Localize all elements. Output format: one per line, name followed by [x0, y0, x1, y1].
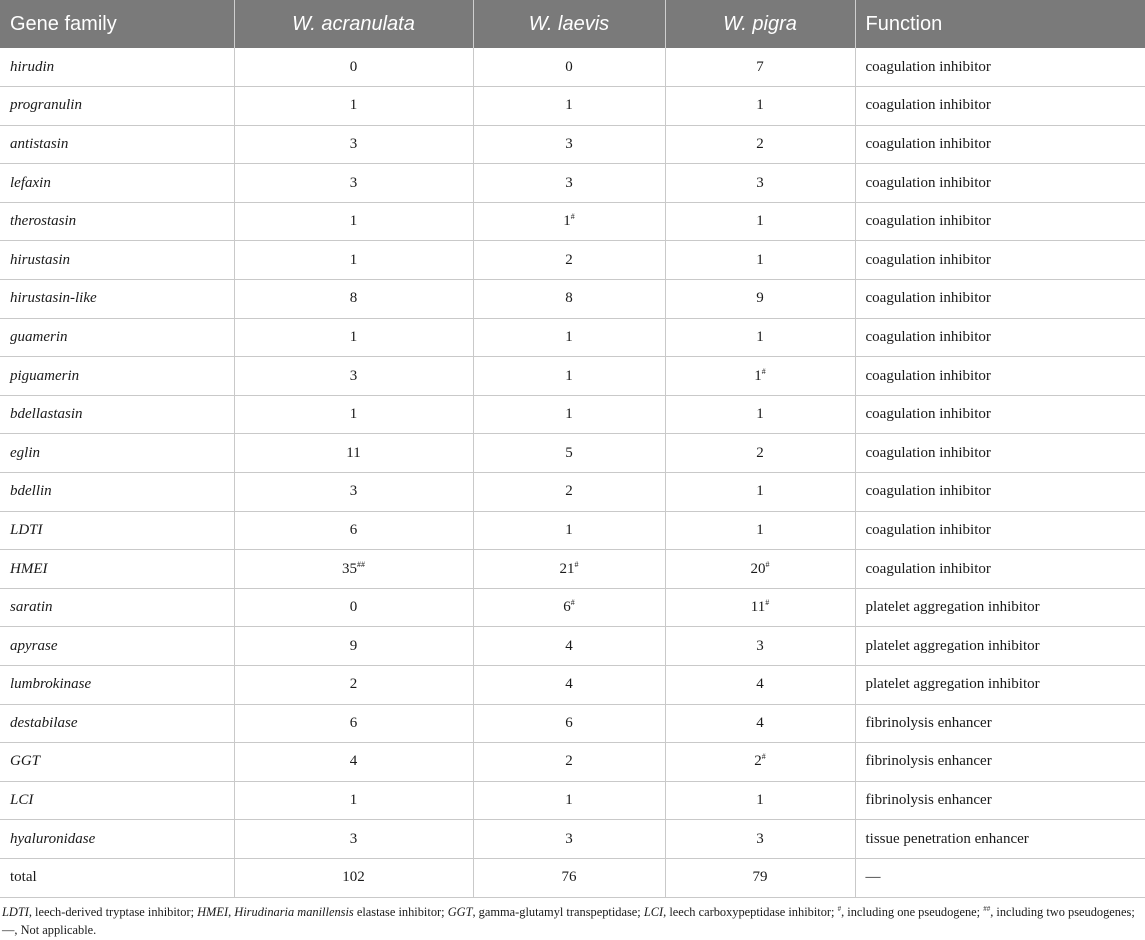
footnote-sup-one: # — [837, 904, 842, 913]
w-laevis-count-cell-value: 0 — [565, 58, 573, 75]
w-laevis-count-cell — [473, 318, 665, 357]
gene-family-cell-value: GGT — [10, 753, 41, 770]
w-pigra-count-cell — [665, 87, 855, 126]
w-acranulata-count-cell-value: 35 — [342, 560, 357, 577]
w-laevis-count-cell-value: 1 — [565, 406, 573, 423]
w-pigra-count-cell-value: 7 — [756, 58, 764, 75]
function-cell — [855, 666, 1145, 705]
function-cell — [855, 511, 1145, 550]
total-w-pigra-cell-value: 79 — [752, 869, 768, 886]
w-acranulata-count-cell — [234, 743, 473, 782]
header-w-acranulata: W. acranulata — [234, 0, 473, 48]
gene-family-cell — [0, 318, 234, 357]
gene-family-cell-value: piguamerin — [10, 367, 80, 384]
w-acranulata-count-cell-value: 11 — [346, 444, 361, 461]
w-pigra-count-cell-value: 1 — [756, 406, 764, 423]
gene-family-cell-value: hyaluronidase — [10, 830, 96, 847]
function-cell-value: coagulation inhibitor — [865, 97, 991, 114]
w-laevis-count-cell-value: 3 — [565, 135, 573, 152]
table-row — [0, 164, 1145, 203]
function-cell-value: coagulation inhibitor — [865, 135, 991, 152]
function-cell — [855, 125, 1145, 164]
footnote-hmei-text: elastase inhibitor; — [353, 905, 448, 919]
w-acranulata-count-cell — [234, 87, 473, 126]
w-acranulata-count-cell-value: 3 — [349, 367, 358, 384]
table-row — [0, 241, 1145, 280]
table-row — [0, 280, 1145, 319]
gene-family-cell — [0, 666, 234, 705]
w-pigra-count-cell — [665, 164, 855, 203]
gene-family-cell — [0, 511, 234, 550]
function-cell-value: fibrinolysis enhancer — [865, 714, 992, 731]
function-cell-value: coagulation inhibitor — [865, 367, 991, 384]
gene-family-cell — [0, 588, 234, 627]
function-cell-value: coagulation inhibitor — [865, 213, 991, 230]
w-acranulata-count-cell — [234, 357, 473, 396]
gene-family-cell — [0, 125, 234, 164]
w-laevis-count-cell-value: 8 — [565, 290, 573, 307]
w-pigra-count-cell-value: 1 — [756, 213, 764, 230]
table-row — [0, 550, 1145, 589]
w-acranulata-count-cell — [234, 627, 473, 666]
w-pigra-count-cell-value: 2 — [754, 753, 762, 770]
w-acranulata-count-cell — [234, 434, 473, 473]
w-pigra-count-cell — [665, 395, 855, 434]
w-pigra-count-cell — [665, 357, 855, 396]
w-pigra-count-cell — [665, 125, 855, 164]
footnote-lci-abbr: LCI — [643, 905, 664, 919]
function-cell — [855, 357, 1145, 396]
w-laevis-count-cell-value: 2 — [565, 483, 573, 500]
function-cell — [855, 588, 1145, 627]
w-pigra-count-cell — [665, 781, 855, 820]
footnote-two-text: , including two pseudogenes; —, Not applicable. — [2, 905, 1135, 937]
w-acranulata-count-cell-value: 1 — [349, 97, 358, 114]
gene-family-cell — [0, 48, 234, 87]
w-laevis-count-cell-value: 1 — [565, 97, 573, 114]
w-acranulata-count-cell-value: 0 — [349, 58, 358, 75]
w-laevis-count-cell — [473, 820, 665, 859]
footnote-ggt-abbr: GGT — [447, 905, 473, 919]
gene-family-cell — [0, 704, 234, 743]
table-row — [0, 627, 1145, 666]
gene-family-cell — [0, 473, 234, 512]
w-acranulata-count-cell — [234, 395, 473, 434]
header-row — [0, 0, 1145, 48]
table-row — [0, 202, 1145, 241]
w-laevis-count-cell-value: 5 — [565, 444, 573, 461]
function-cell-value: coagulation inhibitor — [865, 58, 991, 75]
footnote-hmei-species: Hirudinaria manillensis — [234, 905, 354, 919]
w-laevis-count-cell — [473, 473, 665, 512]
total-w-acranulata-cell — [234, 858, 473, 897]
w-laevis-count-cell-value: 4 — [565, 676, 573, 693]
gene-family-cell-value: saratin — [10, 599, 53, 616]
w-pigra-count-cell-value: 4 — [756, 676, 764, 693]
w-laevis-count-cell — [473, 434, 665, 473]
w-acranulata-count-cell — [234, 202, 473, 241]
gene-family-cell-value: LCI — [10, 792, 34, 809]
function-cell — [855, 473, 1145, 512]
w-laevis-count-cell-value: 1 — [565, 367, 573, 384]
table-footnote — [2, 903, 1137, 939]
w-acranulata-count-cell-value: 1 — [349, 792, 358, 809]
w-laevis-count-cell — [473, 164, 665, 203]
w-pigra-count-cell — [665, 666, 855, 705]
w-acranulata-count-cell — [234, 820, 473, 859]
function-cell — [855, 550, 1145, 589]
gene-family-cell-value: destabilase — [10, 714, 78, 731]
w-laevis-count-cell-value: 2 — [565, 251, 573, 268]
total-w-acranulata-cell-value: 102 — [342, 869, 365, 886]
w-laevis-count-cell — [473, 550, 665, 589]
gene-family-cell — [0, 395, 234, 434]
gene-family-cell — [0, 241, 234, 280]
function-cell-value: fibrinolysis enhancer — [865, 792, 992, 809]
function-cell-value: platelet aggregation inhibitor — [865, 599, 1040, 616]
total-w-pigra-cell — [665, 858, 855, 897]
w-pigra-count-cell-value: 3 — [756, 637, 764, 654]
gene-family-cell-value: LDTI — [10, 521, 43, 538]
function-cell-value: coagulation inhibitor — [865, 174, 991, 191]
function-cell — [855, 280, 1145, 319]
w-laevis-count-cell-superscript: # — [570, 598, 575, 608]
w-laevis-count-cell-value: 3 — [565, 174, 573, 191]
function-cell — [855, 48, 1145, 87]
gene-family-cell-value: apyrase — [10, 637, 58, 654]
function-cell — [855, 395, 1145, 434]
w-laevis-count-cell-value: 1 — [565, 792, 573, 809]
table-body — [0, 48, 1145, 897]
w-laevis-count-cell-superscript: # — [570, 212, 575, 222]
function-cell-value: fibrinolysis enhancer — [865, 753, 992, 770]
w-laevis-count-cell — [473, 48, 665, 87]
w-acranulata-count-cell-value: 1 — [349, 251, 358, 268]
function-cell-value: coagulation inhibitor — [865, 406, 991, 423]
w-laevis-count-cell — [473, 202, 665, 241]
w-laevis-count-cell-value: 3 — [565, 830, 573, 847]
w-acranulata-count-cell-value: 3 — [349, 483, 358, 500]
w-pigra-count-cell-value: 2 — [756, 135, 764, 152]
w-pigra-count-cell — [665, 241, 855, 280]
table-row — [0, 473, 1145, 512]
function-cell-value: coagulation inhibitor — [865, 483, 991, 500]
w-pigra-count-cell-value: 4 — [756, 714, 764, 731]
w-laevis-count-cell-superscript: # — [574, 559, 579, 569]
w-laevis-count-cell — [473, 781, 665, 820]
w-pigra-count-cell-value: 1 — [756, 483, 764, 500]
header-w-pigra: W. pigra — [665, 0, 855, 48]
gene-family-cell-value: lumbrokinase — [10, 676, 92, 693]
w-laevis-count-cell — [473, 241, 665, 280]
function-cell — [855, 743, 1145, 782]
w-pigra-count-cell — [665, 704, 855, 743]
w-pigra-count-cell — [665, 434, 855, 473]
header-function: Function — [865, 12, 943, 35]
gene-family-cell — [0, 781, 234, 820]
table-row — [0, 666, 1145, 705]
w-laevis-count-cell-value: 6 — [565, 714, 573, 731]
gene-family-cell-value: therostasin — [10, 213, 77, 230]
gene-family-cell-value: hirustasin — [10, 251, 71, 268]
w-pigra-count-cell — [665, 473, 855, 512]
w-laevis-count-cell-value: 1 — [563, 213, 571, 230]
w-pigra-count-cell — [665, 511, 855, 550]
gene-family-cell — [0, 87, 234, 126]
header-gene-family: Gene family — [0, 0, 234, 48]
table-row — [0, 781, 1145, 820]
gene-family-cell-value: HMEI — [10, 560, 48, 577]
function-cell-value: coagulation inhibitor — [865, 290, 991, 307]
function-cell — [855, 434, 1145, 473]
gene-family-cell — [0, 164, 234, 203]
w-acranulata-count-cell-value: 1 — [349, 406, 358, 423]
w-pigra-count-cell — [665, 820, 855, 859]
footnote-ldti-abbr: LDTI — [2, 905, 29, 919]
w-pigra-count-cell-value: 1 — [756, 251, 764, 268]
function-cell-value: tissue penetration enhancer — [865, 830, 1029, 847]
table-row — [0, 125, 1145, 164]
w-acranulata-count-cell — [234, 318, 473, 357]
w-acranulata-count-cell-value: 6 — [349, 521, 358, 538]
w-laevis-count-cell — [473, 125, 665, 164]
w-acranulata-count-cell-value: 3 — [349, 174, 358, 191]
w-pigra-count-cell-value: 3 — [756, 174, 764, 191]
w-laevis-count-cell-value: 6 — [563, 599, 571, 616]
gene-family-cell-value: antistasin — [10, 135, 69, 152]
w-laevis-count-cell-value: 1 — [565, 328, 573, 345]
w-acranulata-count-cell — [234, 588, 473, 627]
w-acranulata-count-cell — [234, 666, 473, 705]
w-laevis-count-cell-value: 2 — [565, 753, 573, 770]
function-cell — [855, 627, 1145, 666]
w-pigra-count-cell-value: 2 — [756, 444, 764, 461]
w-laevis-count-cell — [473, 588, 665, 627]
function-cell-value: platelet aggregation inhibitor — [865, 637, 1040, 654]
function-cell — [855, 164, 1145, 203]
table-header — [0, 0, 1145, 48]
w-pigra-count-cell-superscript: # — [761, 366, 766, 376]
function-cell — [855, 704, 1145, 743]
w-pigra-count-cell-value: 9 — [756, 290, 764, 307]
w-acranulata-count-cell-value: 1 — [349, 213, 358, 230]
w-pigra-count-cell-value: 1 — [756, 792, 764, 809]
table-row — [0, 743, 1145, 782]
w-pigra-count-cell-value: 1 — [754, 367, 762, 384]
function-cell-value: coagulation inhibitor — [865, 560, 991, 577]
gene-family-cell — [0, 280, 234, 319]
function-cell-value: platelet aggregation inhibitor — [865, 676, 1040, 693]
w-pigra-count-cell-superscript: # — [765, 559, 770, 569]
function-cell — [855, 820, 1145, 859]
footnote-lci-text: , leech carboxypeptidase inhibitor; — [663, 905, 838, 919]
w-pigra-count-cell — [665, 48, 855, 87]
w-acranulata-count-cell-value: 1 — [349, 328, 358, 345]
w-acranulata-count-cell — [234, 473, 473, 512]
w-pigra-count-cell-value: 3 — [756, 830, 764, 847]
w-acranulata-count-cell-value: 3 — [349, 830, 358, 847]
w-pigra-count-cell-value: 1 — [756, 97, 764, 114]
table-row — [0, 588, 1145, 627]
w-acranulata-count-cell — [234, 164, 473, 203]
w-acranulata-count-cell-value: 3 — [349, 135, 358, 152]
gene-family-cell-value: hirudin — [10, 58, 55, 75]
gene-family-cell — [0, 434, 234, 473]
w-laevis-count-cell — [473, 627, 665, 666]
table-row — [0, 357, 1145, 396]
w-acranulata-count-cell — [234, 125, 473, 164]
total-w-laevis-cell-value: 76 — [561, 869, 577, 886]
gene-family-cell-value: bdellastasin — [10, 406, 83, 423]
w-acranulata-count-cell-value: 4 — [349, 753, 358, 770]
function-cell — [855, 241, 1145, 280]
gene-family-cell — [0, 202, 234, 241]
gene-family-cell — [0, 550, 234, 589]
table-row — [0, 704, 1145, 743]
gene-family-cell — [0, 820, 234, 859]
gene-family-cell — [0, 357, 234, 396]
w-acranulata-count-cell — [234, 704, 473, 743]
function-cell — [855, 781, 1145, 820]
gene-family-cell-value: eglin — [10, 444, 40, 461]
w-acranulata-count-cell — [234, 511, 473, 550]
w-acranulata-count-cell — [234, 241, 473, 280]
footnote-one-text: , including one pseudogene; — [841, 905, 984, 919]
w-laevis-count-cell — [473, 357, 665, 396]
w-pigra-count-cell — [665, 743, 855, 782]
w-laevis-count-cell-value: 1 — [565, 521, 573, 538]
w-pigra-count-cell-value: 1 — [756, 328, 764, 345]
w-pigra-count-cell-value: 20 — [750, 560, 766, 577]
footnote-hmei-abbr: HMEI — [197, 905, 229, 919]
w-acranulata-count-cell — [234, 781, 473, 820]
footnote-ldti-text: , leech-derived tryptase inhibitor; — [28, 905, 198, 919]
total-function-cell — [855, 858, 1145, 897]
w-pigra-count-cell — [665, 627, 855, 666]
total-function-cell-value: — — [865, 869, 881, 886]
w-acranulata-count-cell — [234, 550, 473, 589]
table-row — [0, 434, 1145, 473]
w-pigra-count-cell — [665, 550, 855, 589]
gene-family-cell — [0, 627, 234, 666]
table-row — [0, 511, 1145, 550]
total-label-cell — [0, 858, 234, 897]
gene-family-cell-value: hirustasin-like — [10, 290, 97, 307]
total-w-laevis-cell — [473, 858, 665, 897]
gene-family-cell-value: lefaxin — [10, 174, 51, 191]
w-laevis-count-cell-value: 21 — [559, 560, 575, 577]
w-acranulata-count-cell-superscript: ## — [357, 559, 365, 569]
w-laevis-count-cell — [473, 743, 665, 782]
w-laevis-count-cell-value: 4 — [565, 637, 573, 654]
function-cell-value: coagulation inhibitor — [865, 521, 991, 538]
w-laevis-count-cell — [473, 666, 665, 705]
total-label-cell-value: total — [10, 869, 37, 886]
function-cell-value: coagulation inhibitor — [865, 444, 991, 461]
w-pigra-count-cell — [665, 202, 855, 241]
function-cell — [855, 202, 1145, 241]
table-row — [0, 318, 1145, 357]
gene-family-cell-value: progranulin — [10, 97, 82, 114]
gene-family-cell-value: bdellin — [10, 483, 52, 500]
w-pigra-count-cell — [665, 318, 855, 357]
function-cell — [855, 318, 1145, 357]
table-row — [0, 820, 1145, 859]
w-laevis-count-cell — [473, 280, 665, 319]
w-pigra-count-cell-superscript: # — [761, 752, 766, 762]
function-cell-value: coagulation inhibitor — [865, 328, 991, 345]
w-acranulata-count-cell-value: 6 — [349, 714, 358, 731]
header-w-laevis: W. laevis — [473, 0, 665, 48]
gene-family-cell-value: guamerin — [10, 328, 68, 345]
w-acranulata-count-cell-value: 8 — [349, 290, 358, 307]
table-row — [0, 87, 1145, 126]
w-laevis-count-cell — [473, 395, 665, 434]
function-cell-value: coagulation inhibitor — [865, 251, 991, 268]
gene-family-cell — [0, 743, 234, 782]
total-row — [0, 858, 1145, 897]
w-pigra-count-cell — [665, 588, 855, 627]
w-laevis-count-cell — [473, 511, 665, 550]
w-acranulata-count-cell-value: 2 — [349, 676, 358, 693]
function-cell — [855, 87, 1145, 126]
footnote-sup-two: ## — [983, 904, 991, 913]
table-row — [0, 48, 1145, 87]
w-pigra-count-cell-superscript: # — [765, 598, 770, 608]
w-pigra-count-cell-value: 1 — [756, 521, 764, 538]
w-laevis-count-cell — [473, 704, 665, 743]
w-acranulata-count-cell — [234, 48, 473, 87]
w-acranulata-count-cell-value: 0 — [349, 599, 358, 616]
footnote-hmei-sep: , — [228, 905, 235, 919]
w-pigra-count-cell-value: 11 — [750, 599, 766, 616]
footnote-ggt-text: , gamma-glutamyl transpeptidase; — [472, 905, 644, 919]
w-pigra-count-cell — [665, 280, 855, 319]
w-acranulata-count-cell-value: 9 — [349, 637, 358, 654]
table-row — [0, 395, 1145, 434]
w-acranulata-count-cell — [234, 280, 473, 319]
w-laevis-count-cell — [473, 87, 665, 126]
